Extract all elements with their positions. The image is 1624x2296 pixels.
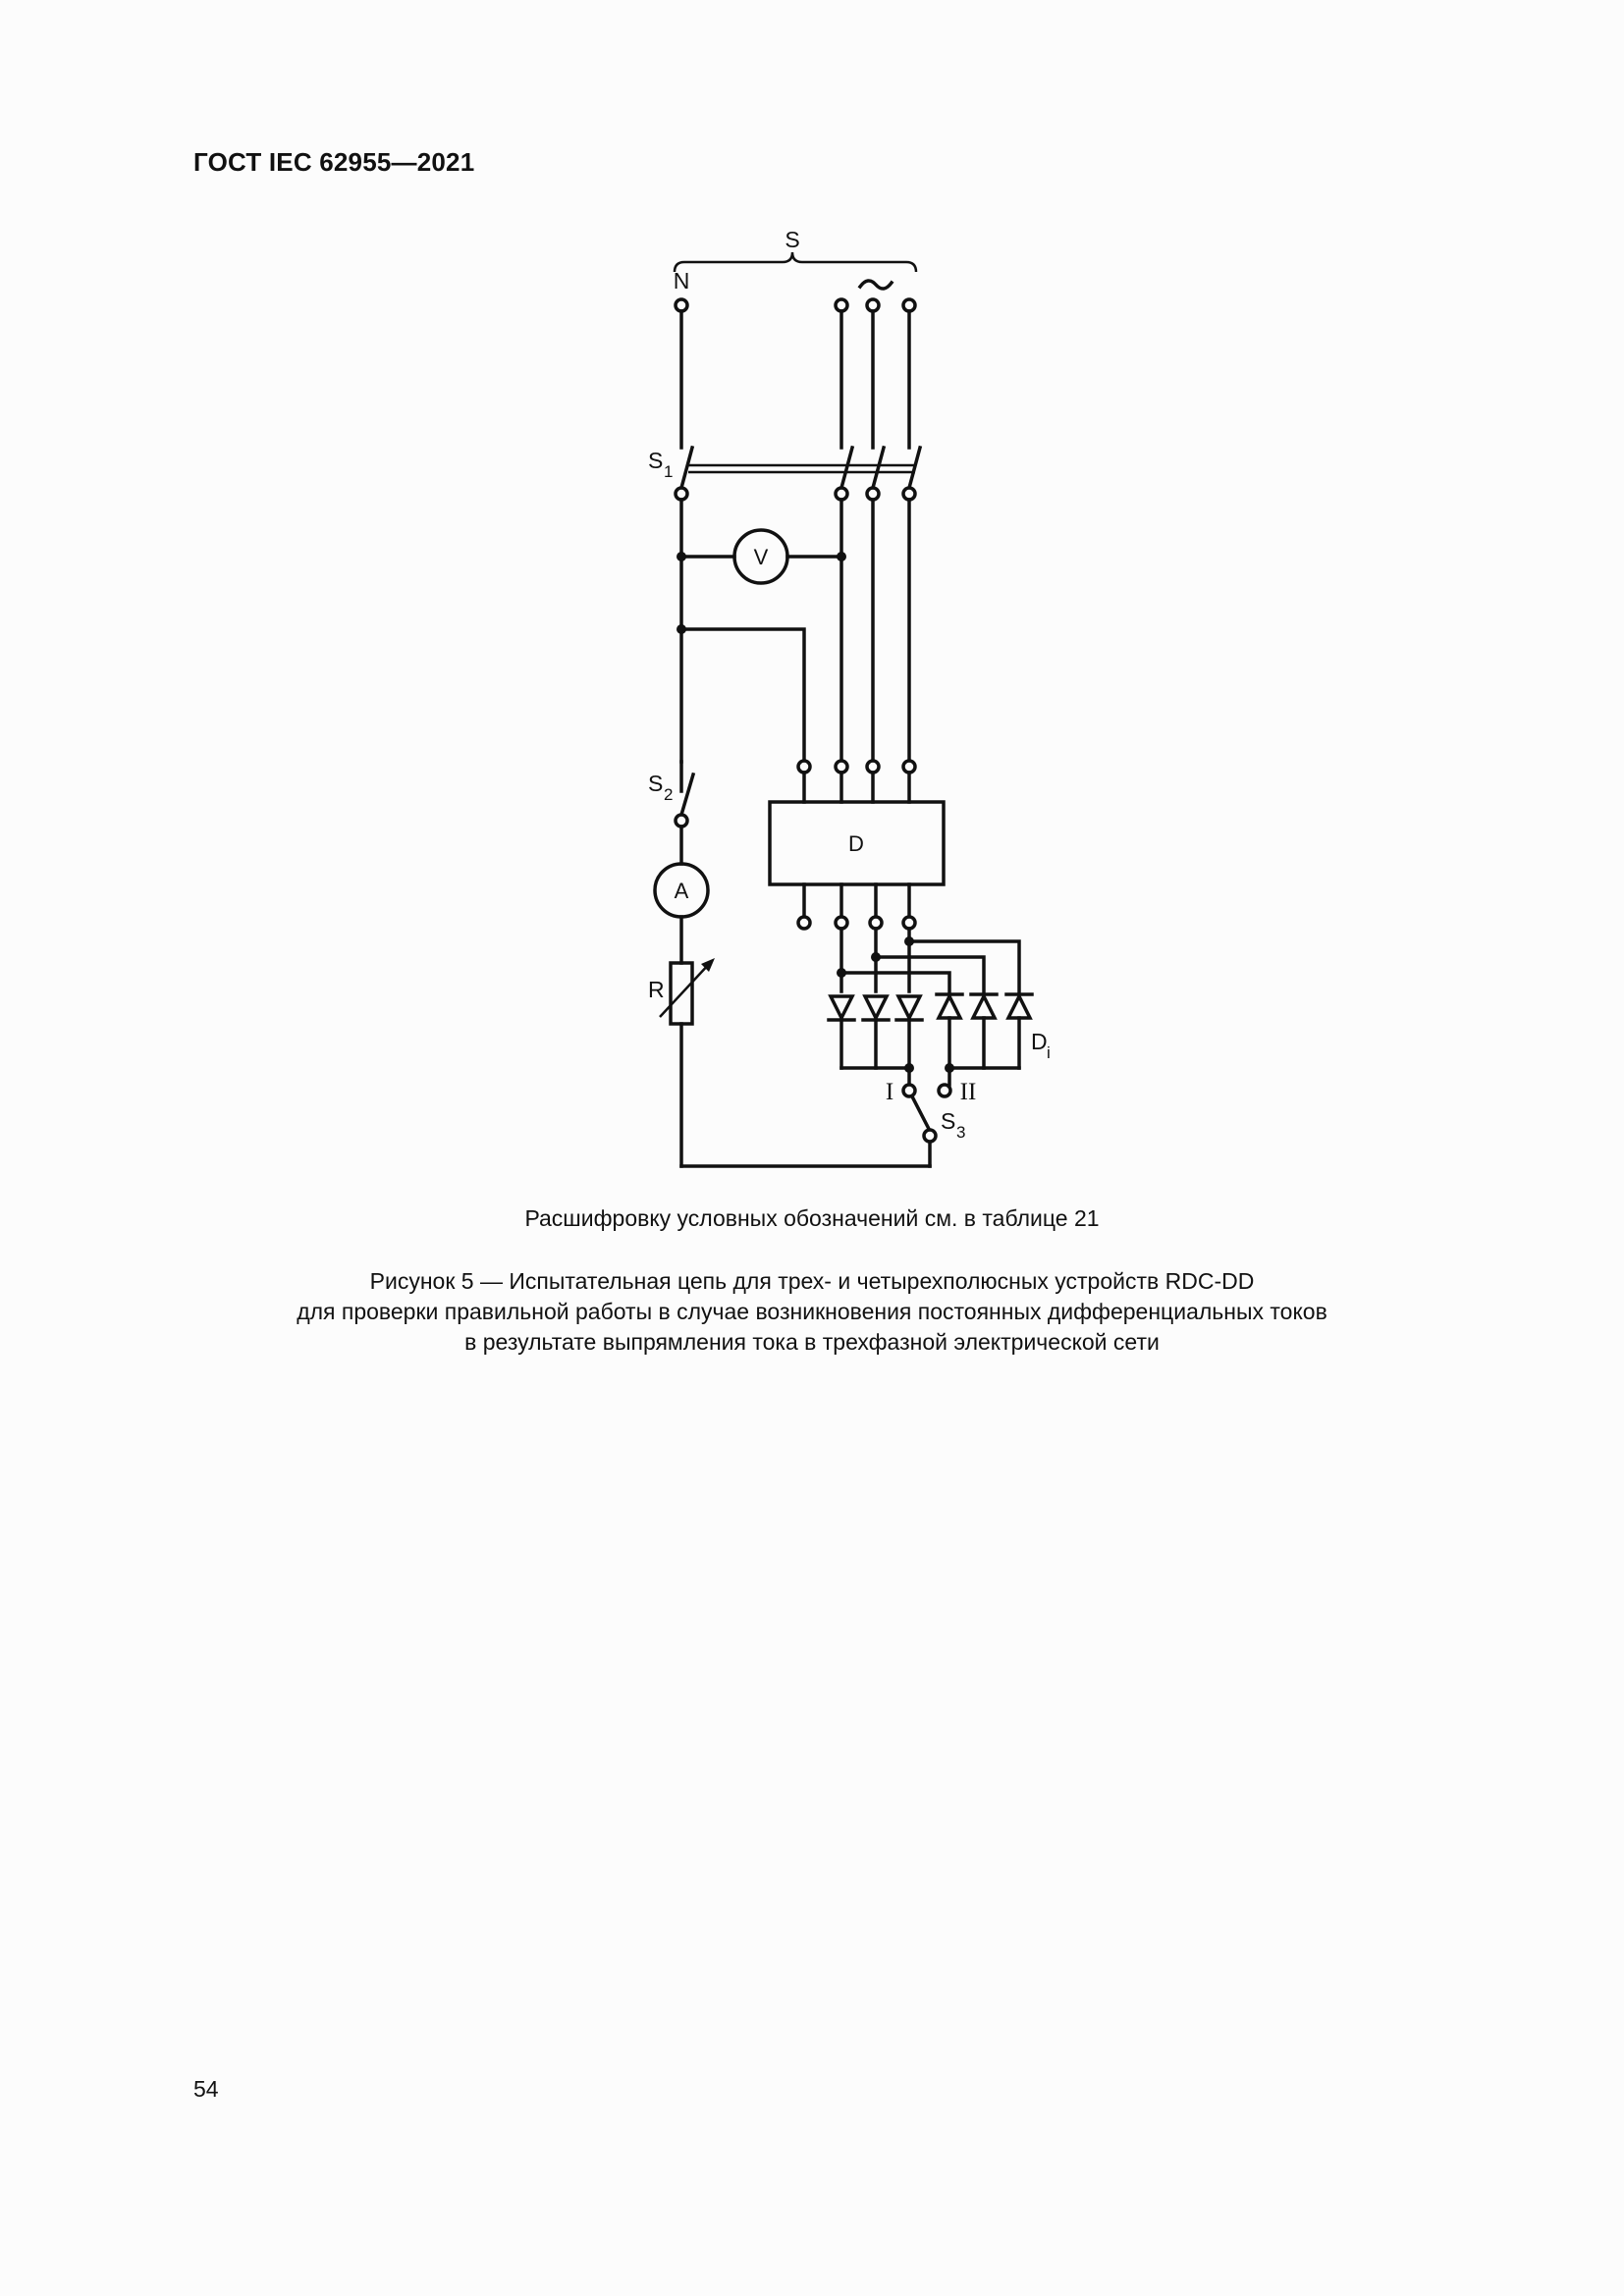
ac-symbol-icon — [860, 281, 892, 289]
svg-text:2: 2 — [664, 785, 674, 804]
s3-position-1-terminal — [903, 1085, 915, 1096]
s1-blade-l1 — [841, 448, 852, 488]
supply-label: S — [785, 227, 800, 252]
svg-text:1: 1 — [664, 462, 674, 481]
s3-blade — [913, 1098, 930, 1131]
device-output-l3 — [903, 917, 915, 929]
device-output-l1 — [836, 917, 847, 929]
diodes-label: D — [1031, 1029, 1048, 1054]
resistor-label: R — [648, 977, 665, 1002]
device-output-n — [798, 917, 810, 929]
figure-caption — [196, 1266, 1428, 1358]
switch-s2-label: S — [648, 771, 664, 796]
terminal-n-top — [676, 299, 687, 311]
s3-common-terminal — [924, 1130, 936, 1142]
switch-s1-label: S — [648, 448, 664, 473]
s1-terminal-n — [676, 488, 687, 500]
device-input-l2 — [867, 761, 879, 773]
caption-line-3: в результате выпрямления тока в трехфазной электрической сети — [464, 1329, 1160, 1355]
supply-brace — [675, 252, 916, 272]
terminal-l3-top — [903, 299, 915, 311]
s1-blade-l3 — [909, 448, 920, 488]
svg-text:V: V — [753, 545, 769, 569]
page-number: 54 — [193, 2076, 219, 2102]
neutral-label: N — [673, 268, 690, 294]
page-header: ГОСТ IEC 62955—2021 — [193, 147, 475, 177]
svg-text:3: 3 — [956, 1123, 966, 1142]
position-1-label: I — [885, 1079, 894, 1105]
s1-terminal-l2 — [867, 488, 879, 500]
caption-line-1: Рисунок 5 — Испытательная цепь для трех- и четырехполюсных устройств RDC-DD — [369, 1268, 1255, 1294]
device-output-l2 — [870, 917, 882, 929]
terminal-l1-top — [836, 299, 847, 311]
switch-s3-label: S — [941, 1108, 956, 1134]
s1-terminal-l3 — [903, 488, 915, 500]
caption-line-2: для проверки правильной работы в случае возникновения постоянных дифференциальных токов — [297, 1299, 1327, 1324]
s1-terminal-l1 — [836, 488, 847, 500]
device-input-l1 — [836, 761, 847, 773]
svg-text:D: D — [848, 831, 864, 856]
device-input-n — [798, 761, 810, 773]
s1-blade-n — [681, 448, 692, 488]
s3-position-2-terminal — [939, 1085, 950, 1096]
s1-blade-l2 — [873, 448, 884, 488]
legend-note: Расшифровку условных обозначений см. в таблице 21 — [524, 1205, 1100, 1231]
s2-terminal — [676, 815, 687, 827]
device-input-l3 — [903, 761, 915, 773]
svg-text:i: i — [1047, 1043, 1051, 1062]
position-2-label: II — [959, 1079, 977, 1105]
svg-text:A: A — [674, 879, 689, 903]
rectifier-diodes — [829, 994, 1032, 1020]
terminal-l2-top — [867, 299, 879, 311]
s2-blade — [681, 774, 693, 815]
